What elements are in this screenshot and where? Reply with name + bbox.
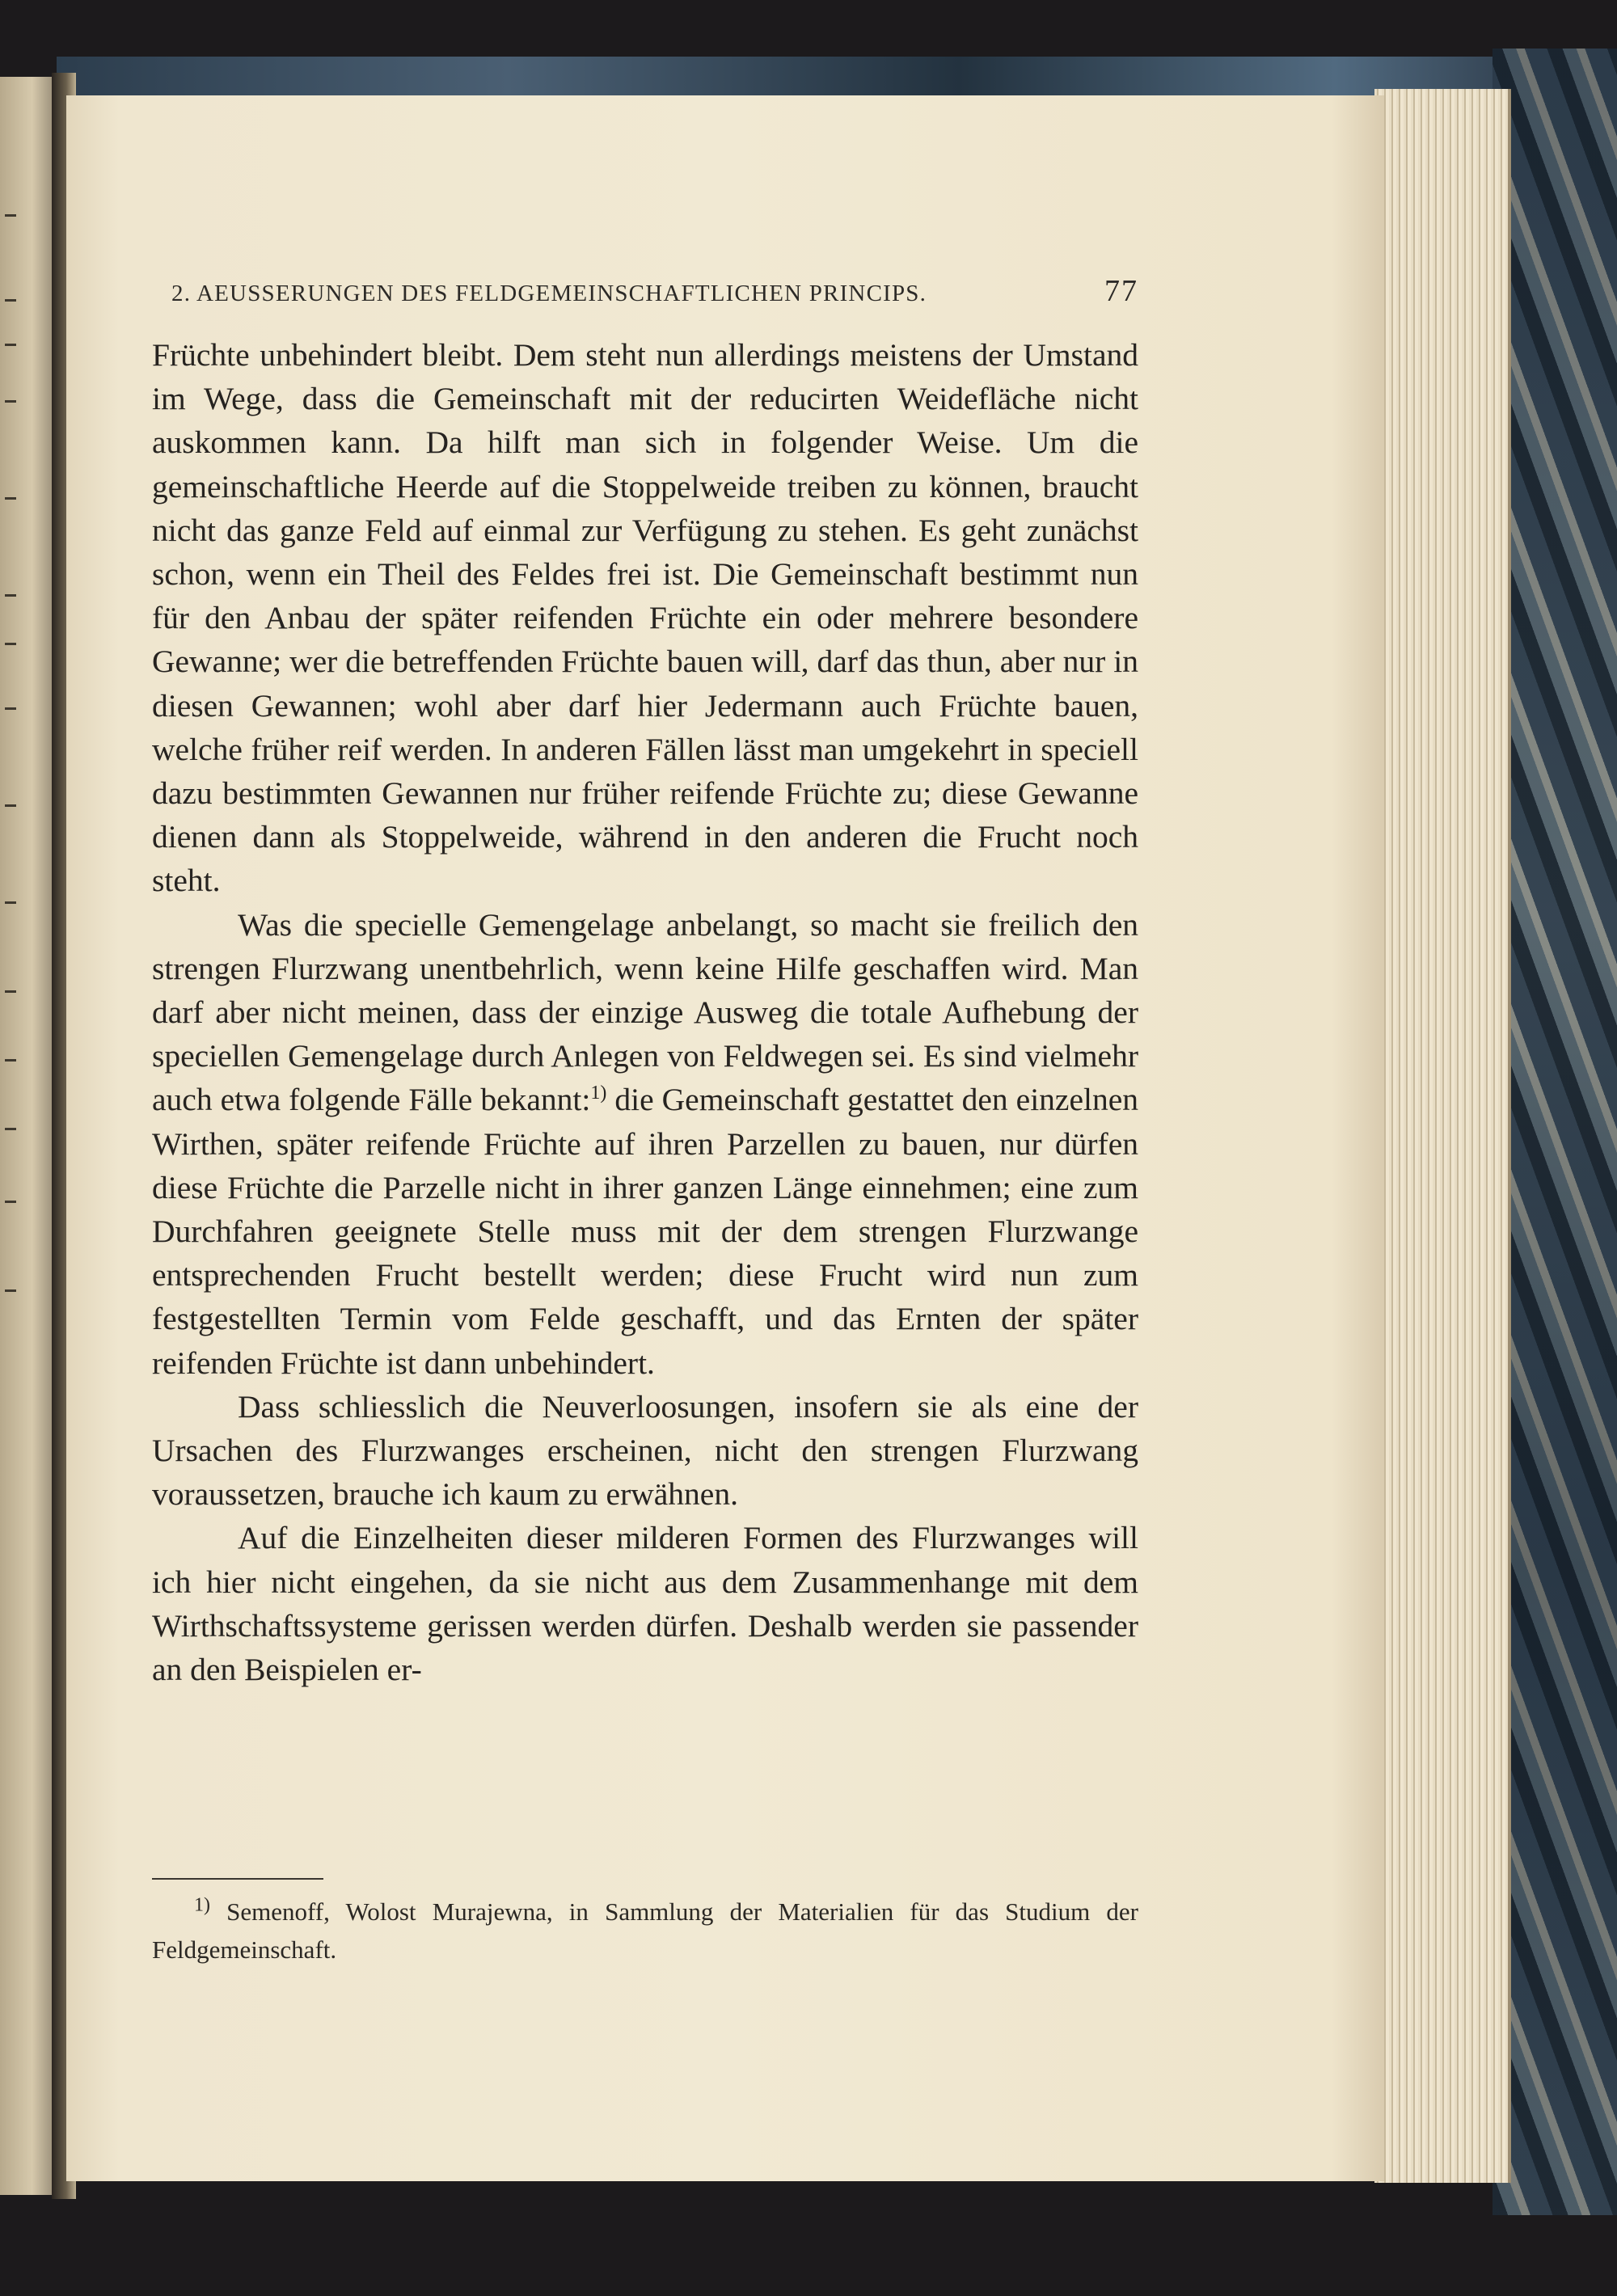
paragraph-2-text: Was die specielle Gemengelage anbelangt, so macht sie freilich den strengen Flurzwang unentbehrlich, wenn keine Hilfe geschaffen wird. Man darf aber nicht meinen, dass der einzige Ausweg die totale Aufhebung der speciellen Gemengelage durch Anlegen von Feldwegen sei. Es sind vielmehr auch etwa folgende Fälle bekannt:	[152, 906, 1138, 1118]
paragraph-2	[152, 903, 1138, 1385]
main-text	[152, 333, 1138, 1691]
paragraph-1: Früchte unbehindert bleibt. Dem steht nun allerdings meistens der Umstand im Wege, dass die Gemeinschaft mit der reducirten Weidefläche nicht auskommen kann. Da hilft man sich in folgender Weise. Um die gemeinschaftliche Heerde auf die Stoppelweide treiben zu können, braucht nicht das ganze Feld auf einmal zur Verfügung zu stehen. Es geht zunächst schon, wenn ein Theil des Feldes frei ist. Die Gemeinschaft bestimmt nun für den Anbau der später reifenden Früchte ein oder mehrere besondere Gewanne; wer die betreffenden Früchte bauen will, darf das thun, aber nur in diesen Gewannen; wohl aber darf hier Jedermann auch Früchte bauen, welche früher reif werden. In anderen Fällen lässt man umgekehrt in speciell dazu bestimmten Gewannen nur früher reifende Früchte zu; diese Gewanne dienen dann als Stoppelweide, während in den anderen die Frucht noch steht.	[152, 337, 1138, 899]
footnote	[152, 1893, 1138, 1969]
paragraph-3: Dass schliesslich die Neuverloosungen, insofern sie als eine der Ursachen des Flurzwanges erscheinen, nicht den strengen Flurzwang voraussetzen, brauche ich kaum zu erwähnen.	[152, 1388, 1138, 1513]
running-header	[171, 273, 1138, 322]
marbled-cover-edge	[1492, 49, 1617, 2215]
page-number: 77	[1104, 274, 1138, 308]
facing-page-text-fragments	[0, 77, 58, 2195]
footnote-reference: 1)	[590, 1083, 607, 1104]
paragraph-4: Auf die Einzelheiten dieser milderen Formen des Flurzwanges will ich hier nicht eingehen, da sie nicht aus dem Zusammenhange mit dem Wirthschaftssysteme gerissen werden dürfen. Deshalb werden sie passender an den Beispielen er-	[152, 1520, 1138, 1688]
page-edges	[1374, 89, 1511, 2183]
running-title: 2. AEUSSERUNGEN DES FELDGEMEINSCHAFTLICHEN PRINCIPS.	[171, 281, 927, 306]
footnote-marker: 1)	[194, 1894, 210, 1916]
footnote-separator	[152, 1878, 323, 1880]
paragraph-2-continuation: die Gemeinschaft gestattet den einzelnen Wirthen, später reifende Früchte auf ihren Parzellen zu bauen, nur dürfen diese Früchte die Parzelle nicht in ihrer ganzen Länge einnehmen; eine zum Durchfahren geeignete Stelle muss mit der dem strengen Flurzwange entsprechenden Frucht bestellt werden; diese Frucht wird nun zum festgestellten Termin vom Felde geschafft, und das Ernten der später reifenden Früchte ist dann unbehindert.	[152, 1082, 1138, 1381]
footnote-text: Semenoff, Wolost Murajewna, in Sammlung der Materialien für das Studium der Feldgemeinschaft.	[152, 1897, 1138, 1964]
facing-page-edge	[0, 77, 58, 2195]
